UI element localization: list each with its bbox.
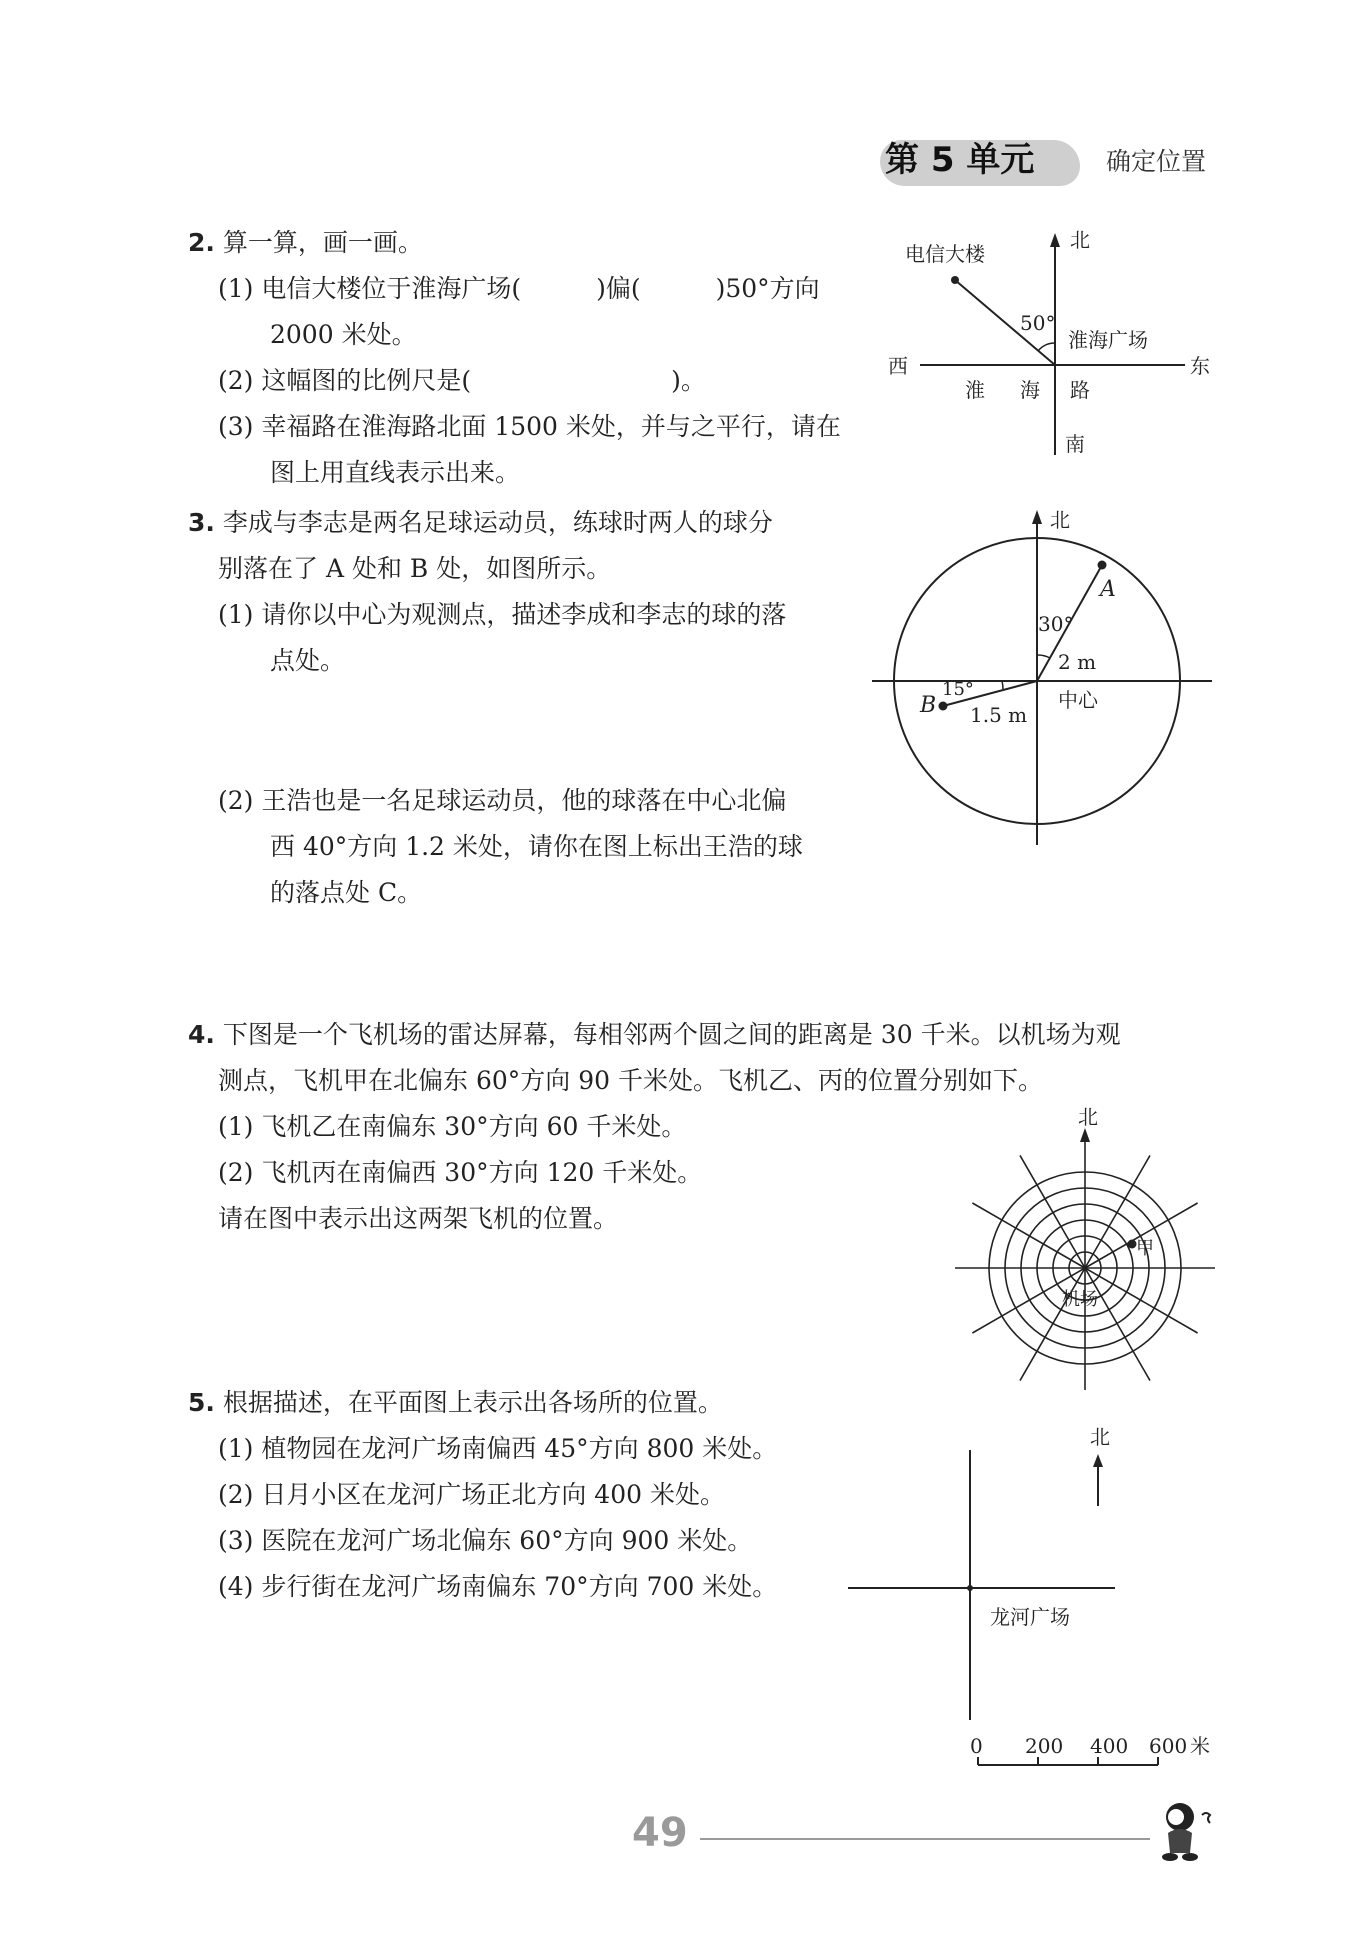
point-A (1098, 561, 1107, 570)
question-5: 5. 根据描述，在平面图上表示出各场所的位置。 (1) 植物园在龙河广场南偏西 45°方向 800 米处。 (2) 日月小区在龙河广场正北方向 400 米处。 (3) 医院在龙河广场北偏东 60°方向 900 米处。 (4) 步行街在龙河广场南偏东 70°方向 700 米处。 (188, 1388, 778, 1601)
radar-screen (955, 1128, 1215, 1390)
q3-diagram (870, 505, 1220, 850)
label-A: A (1100, 577, 1116, 602)
scale-tick-label: 400 (1090, 1734, 1129, 1758)
angle-label: 50° (1020, 311, 1056, 335)
road-char-3: 路 (1070, 378, 1090, 402)
square-label: 龙河广场 (990, 1605, 1070, 1629)
scale-unit: 米 (1190, 1734, 1210, 1758)
unit-title: 第 5 单元 (885, 140, 1035, 180)
airport-label: 机场 (1062, 1289, 1098, 1310)
unit-topic: 确定位置 (1106, 147, 1207, 176)
question-2: 2. 算一算，画一画。 (1) 电信大楼位于淮海广场( )偏( )50°方向 2000 米处。 (2) 这幅图的比例尺是( )。 (3) 幸福路在淮海路北面 1500 米处，并与之平行，请在 图上用直线表示出来。 (188, 228, 841, 487)
scale-bar (978, 1757, 1158, 1765)
footer-rule (700, 1838, 1150, 1840)
north-arrow-icon (1032, 510, 1042, 524)
angle-arc-B (1002, 681, 1003, 690)
distance-A-label: 2 m (1058, 650, 1097, 674)
building-point (951, 276, 959, 284)
distance-B-label: 1.5 m (970, 703, 1028, 727)
scale-tick-label: 600 (1149, 1734, 1188, 1758)
north-label: 北 (1090, 1425, 1110, 1449)
scale-tick-label: 0 (970, 1734, 983, 1758)
label-B: B (920, 693, 937, 718)
question-3-part-1: 3. 李成与李志是两名足球运动员，练球时两人的球分 别落在了 A 处和 B 处，如图所示。 (1) 请你以中心为观测点，描述李成和李志的球的落 点处。 (188, 508, 787, 675)
page-number: 49 (632, 1810, 688, 1856)
angle-A-label: 30° (1038, 612, 1074, 636)
question-3-part-2: (2) 王浩也是一名足球运动员，他的球落在中心北偏 西 40°方向 1.2 米处，请你在图上标出王浩的球 的落点处 C。 (218, 786, 803, 907)
building-label: 电信大楼 (905, 242, 985, 266)
center-label: 中心 (1058, 688, 1098, 712)
question-4: 4. 下图是一个飞机场的雷达屏幕，每相邻两个圆之间的距离是 30 千米。以机场为观 测点，飞机甲在北偏东 60°方向 90 千米处。飞机乙、丙的位置分别如下。 (1) 飞机乙在南偏东 30°方向 60 千米处。 (2) 飞机丙在南偏西 30°方向 120 千米处。 请在图中表示出这两架飞机的位置。 (188, 1020, 1121, 1233)
west-label: 西 (888, 354, 908, 378)
north-arrow-icon (1093, 1454, 1103, 1467)
square-point (967, 1585, 973, 1591)
angle-arc-A (1037, 655, 1050, 658)
point-B (939, 702, 948, 711)
south-label: 南 (1065, 432, 1085, 456)
q4-radar-diagram (950, 1100, 1230, 1390)
north-arrow-icon (1050, 233, 1060, 247)
square-label: 淮海广场 (1068, 328, 1148, 352)
angle-arc (1038, 343, 1055, 351)
east-label: 东 (1190, 354, 1210, 378)
north-label: 北 (1050, 508, 1070, 532)
north-label: 北 (1078, 1105, 1098, 1129)
angle-B-label: 15° (942, 679, 974, 700)
road-char-1: 淮 (965, 378, 985, 402)
plane-jia-label: 甲 (1136, 1238, 1154, 1259)
north-arrow-icon (1080, 1128, 1090, 1142)
road-char-2: 海 (1020, 378, 1040, 402)
q5-map-diagram (840, 1420, 1220, 1780)
mascot-icon (1150, 1795, 1220, 1865)
scale-tick-label: 200 (1025, 1734, 1064, 1758)
q2-diagram (880, 225, 1230, 465)
north-label: 北 (1070, 228, 1090, 252)
